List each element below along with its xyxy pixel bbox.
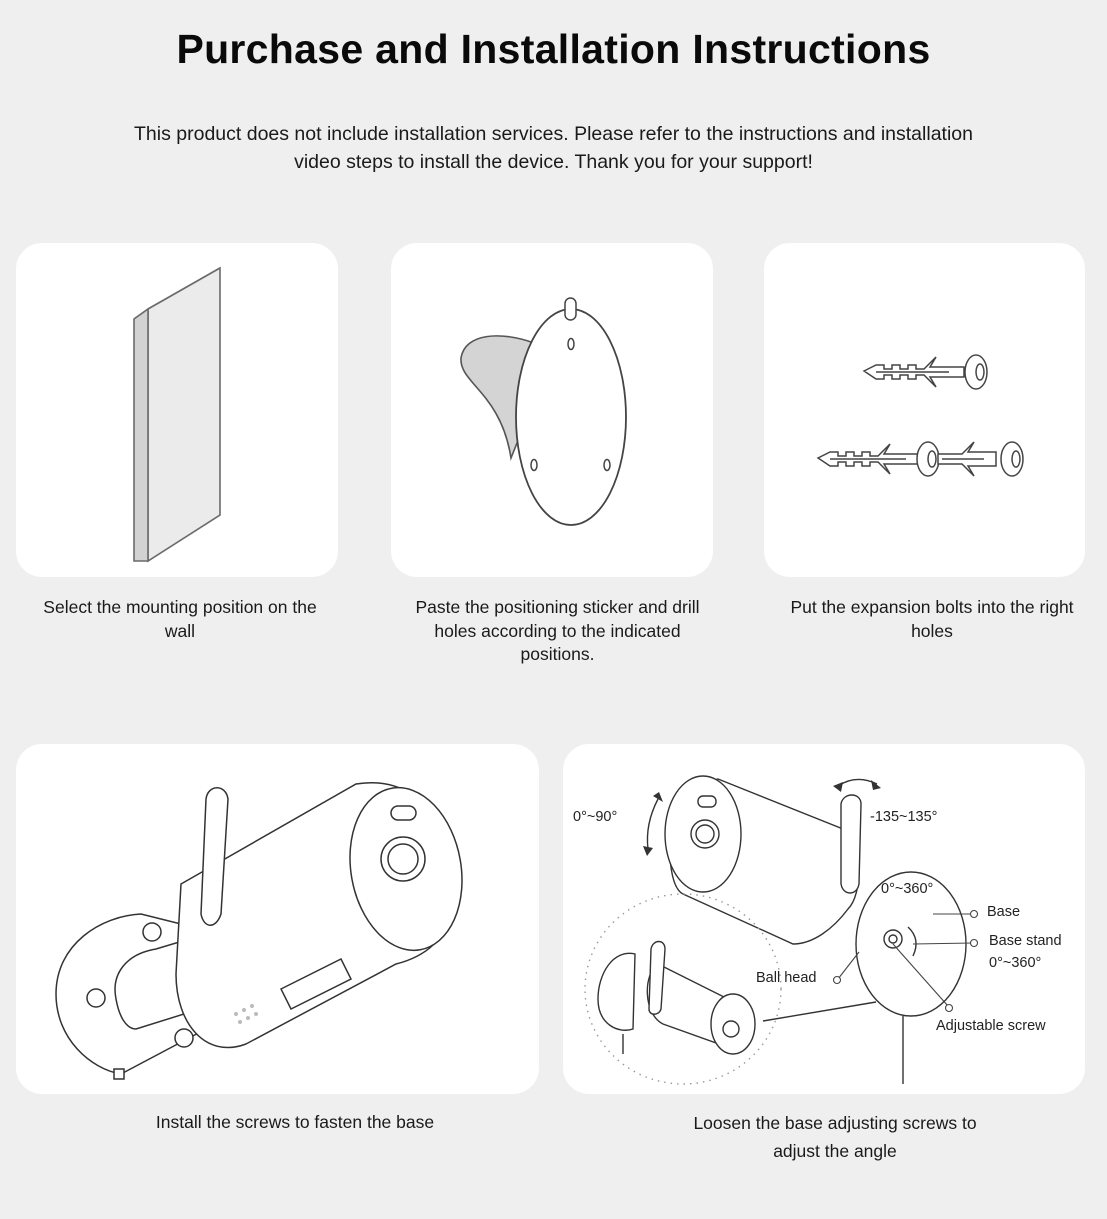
step-4-card <box>16 744 539 1094</box>
intro-text: This product does not include installation services. Please refer to the instructions and installation video steps to install the device. Thank you for your support! <box>134 123 973 173</box>
page-title: Purchase and Installation Instructions <box>176 26 931 72</box>
step-4-caption: Install the screws to fasten the base <box>155 1112 435 1132</box>
step-5-card <box>563 744 1085 1094</box>
base-stand-range-label: 0°~360° <box>989 955 1042 971</box>
step-2-card <box>391 243 713 577</box>
base-label: Base <box>987 904 1021 920</box>
step-3-card <box>764 243 1085 577</box>
ball-head-label: Ball head <box>756 970 817 986</box>
step-1-caption: Select the mounting position on the wall <box>43 597 317 641</box>
step-3-caption: Put the expansion bolts into the right holes <box>790 597 1074 641</box>
antenna-range-label: -135~135° <box>870 809 938 825</box>
base-stand-label: Base stand <box>989 933 1062 949</box>
step-1-card <box>16 243 338 577</box>
tilt-range-label: 0°~90° <box>573 809 618 825</box>
expansion-bolts-illustration <box>764 243 1085 577</box>
positioning-sticker-illustration <box>391 243 713 577</box>
step-2-caption: Paste the positioning sticker and drill holes according to the indicated positions. <box>415 597 700 664</box>
step-5-caption: Loosen the base adjusting screws to adjust the angle <box>693 1113 977 1161</box>
wall-panel-illustration <box>16 243 338 577</box>
adjustable-screw-label: Adjustable screw <box>936 1018 1046 1034</box>
swivel-range-label: 0°~360° <box>881 881 934 897</box>
camera-screw-install-illustration <box>16 744 539 1094</box>
